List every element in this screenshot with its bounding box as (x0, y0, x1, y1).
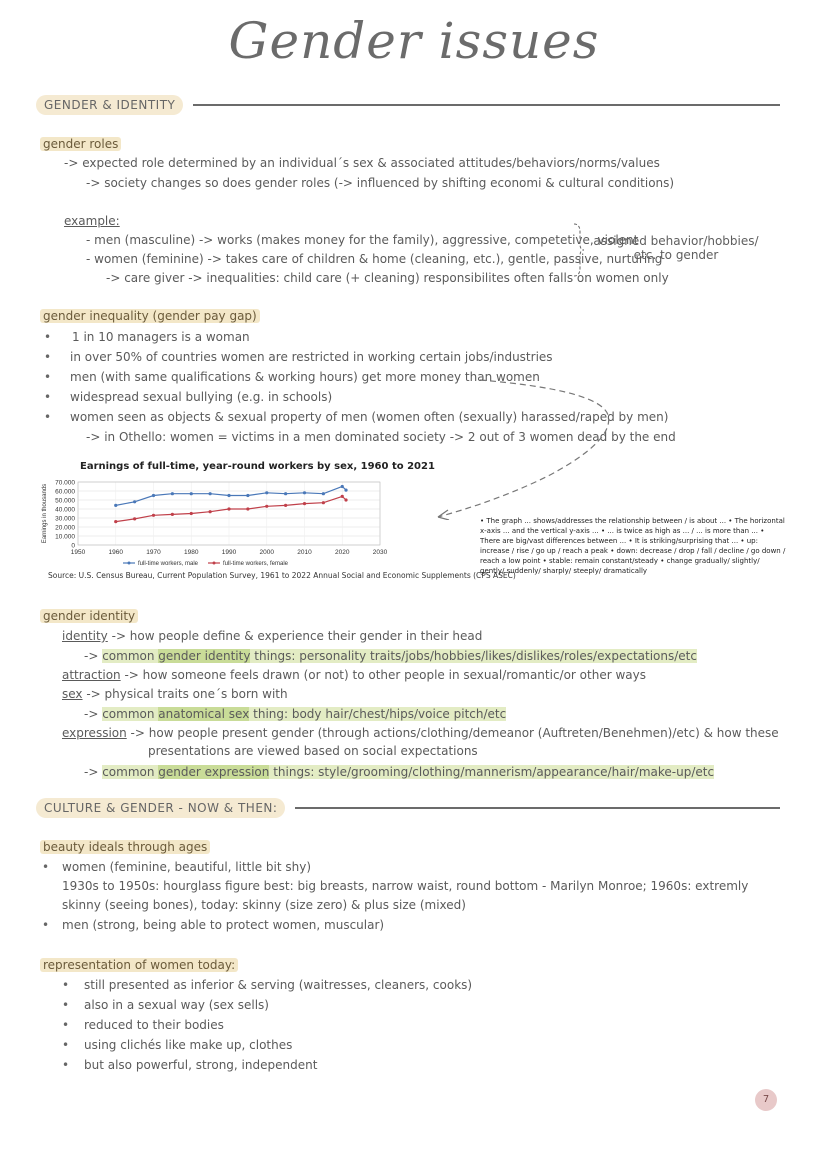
earnings-chart (38, 476, 428, 570)
data-point (341, 485, 344, 488)
assigned-behavior-note: assigned behavior/hobbies/ etc. to gender (593, 234, 759, 262)
representation-item-2: also in a sexual way (sex sells) (84, 998, 269, 1012)
highlight-gender-expression: gender expression (158, 765, 270, 779)
arrow-text: -> (84, 649, 103, 663)
gender-roles-title: gender roles (40, 137, 121, 151)
inequality-othello: -> in Othello: women = victims in a men dominated society -> 2 out of 3 women dead by the end (86, 430, 676, 444)
representation-item-3: reduced to their bodies (84, 1018, 224, 1032)
data-point (322, 501, 325, 504)
arrow-text: -> (84, 707, 103, 721)
beauty-women-today: skinny (seeing bones), today: skinny (size zero) & plus size (mixed) (62, 898, 466, 912)
common-text: common (102, 707, 159, 721)
sex-things: thing: body hair/chest/hips/voice pitch/etc (249, 707, 507, 721)
inequality-item-5: women seen as objects & sexual property of men (women often (sexually) harassed/raped by men) (70, 410, 669, 424)
legend-label: full-time workers, male (138, 561, 199, 567)
sex-term: sex (62, 687, 83, 701)
expression-line-2: presentations are viewed based on social expectations (148, 744, 478, 758)
x-tick-label: 2000 (259, 549, 274, 556)
bullet-icon: • (62, 1018, 70, 1032)
bullet-icon: • (62, 1058, 70, 1072)
identity-line (62, 629, 482, 643)
data-point (190, 512, 193, 515)
x-tick-label: 2010 (297, 549, 312, 556)
inequality-item-2: in over 50% of countries women are restricted in working certain jobs/industries (70, 350, 553, 364)
data-point (114, 504, 117, 507)
representation-item-1: still presented as inferior & serving (waitresses, cleaners, cooks) (84, 978, 473, 992)
data-point (284, 492, 287, 495)
sex-definition: -> physical traits one´s born with (82, 687, 288, 701)
dashed-arrow-icon (430, 370, 630, 520)
inequality-item-4: widespread sexual bullying (e.g. in schools) (70, 390, 333, 404)
data-point (227, 507, 230, 510)
section-title: CULTURE & GENDER - NOW & THEN: (36, 798, 285, 818)
data-point (303, 491, 306, 494)
data-point (303, 502, 306, 505)
graph-vocabulary-text: • The graph ... shows/addresses the relationship between / is about ... • The horizontal x-axis ... and the vertical y-axis ... • ... is twice as high as ... / ... is more than ... • There are big/vast differences between ... • It is striking/surprising that ... • up: increase / rise / go up / reach a peak • down: decrease / drop / fall / decline / go down / reach a low point • stable: remain constant/steady • change gradually/ slightly/ gently/ suddenly/ sharply/ steeply/ dramatically (480, 517, 786, 575)
section-title: GENDER & IDENTITY (36, 95, 183, 115)
beauty-ideals-title: beauty ideals through ages (40, 840, 210, 854)
highlight-anatomical-sex: anatomical sex (158, 707, 250, 721)
gender-inequality-title: gender inequality (gender pay gap) (40, 309, 260, 323)
inequality-item-3: men (with same qualifications & working hours) get more money than women (70, 370, 540, 384)
highlight-gender-identity: gender identity (158, 649, 251, 663)
y-axis-label: Earnings in thousands (42, 483, 48, 544)
data-point (341, 495, 344, 498)
example-men: - men (masculine) -> works (makes money for the family), aggressive, competetive, violent (86, 233, 639, 247)
y-tick-label: 70.000 (55, 479, 75, 487)
y-tick-label: 20.000 (55, 524, 75, 532)
expression-things: things: style/grooming/clothing/mannerism/appearance/hair/make-up/etc (269, 765, 715, 779)
identity-term: identity (62, 629, 108, 643)
representation-item-5: but also powerful, strong, independent (84, 1058, 318, 1072)
brace-icon (570, 222, 586, 278)
expression-definition: -> how people present gender (through actions/clothing/demeanor (Auftreten/Benehmen)/etc) & how these (126, 726, 779, 740)
data-point (246, 494, 249, 497)
attraction-definition: -> how someone feels drawn (or not) to other people in sexual/romantic/or other ways (120, 668, 646, 682)
beauty-women: women (feminine, beautiful, little bit shy) (62, 860, 312, 874)
legend-marker (128, 562, 131, 565)
beauty-men: men (strong, being able to protect women, muscular) (62, 918, 385, 932)
data-point (190, 492, 193, 495)
arrow-text: -> (84, 765, 103, 779)
expression-term: expression (62, 726, 127, 740)
x-tick-label: 2020 (335, 549, 350, 556)
data-point (133, 500, 136, 503)
example-label: example: (64, 214, 120, 228)
bullet-icon: • (62, 998, 70, 1012)
data-point (209, 492, 212, 495)
data-point (284, 504, 287, 507)
roles-line-2: -> society changes so does gender roles (-> influenced by shifting economi & cultural conditions) (86, 176, 675, 190)
y-tick-label: 60.000 (55, 488, 75, 496)
data-point (114, 520, 117, 523)
chart-source: Source: U.S. Census Bureau, Current Population Survey, 1961 to 2022 Annual Social and Economic Supplements (CPS ASEC) (48, 571, 516, 580)
representation-item-4: using clichés like make up, clothes (84, 1038, 293, 1052)
data-point (171, 513, 174, 516)
data-point (265, 491, 268, 494)
data-point (265, 505, 268, 508)
inequality-item-1: 1 in 10 managers is a woman (72, 330, 250, 344)
identity-things: things: personality traits/jobs/hobbies/likes/dislikes/roles/expectations/etc (250, 649, 697, 663)
bullet-icon: • (42, 860, 50, 874)
sex-line (62, 687, 288, 701)
x-tick-label: 1990 (221, 549, 237, 556)
chart-title: Earnings of full-time, year-round workers by sex, 1960 to 2021 (80, 461, 435, 472)
page-number: 7 (755, 1089, 777, 1111)
x-tick-label: 1950 (70, 549, 86, 556)
page-title: Gender issues (228, 12, 600, 70)
data-point (322, 492, 325, 495)
expression-common-line (84, 765, 714, 779)
common-text: common (102, 765, 159, 779)
bullet-icon: • (44, 410, 52, 424)
bullet-icon: • (44, 350, 52, 364)
example-care-giver: -> care giver -> inequalities: child care (+ cleaning) responsibilites often falls on women only (106, 271, 669, 285)
y-tick-label: 40.000 (55, 506, 75, 514)
x-tick-label: 1960 (108, 549, 123, 556)
example-women: - women (feminine) -> takes care of children & home (cleaning, etc.), gentle, passive, nurturing (86, 252, 663, 266)
legend-marker (213, 562, 216, 565)
roles-line-1: -> expected role determined by an individual´s sex & associated attitudes/behaviors/norms/values (64, 156, 660, 170)
bullet-icon: • (62, 978, 70, 992)
representation-title: representation of women today: (40, 958, 238, 972)
data-point (246, 507, 249, 510)
data-point (227, 494, 230, 497)
x-tick-label: 1980 (184, 549, 199, 556)
data-point (152, 514, 155, 517)
attraction-term: attraction (62, 668, 121, 682)
data-point (133, 517, 136, 520)
x-tick-label: 1970 (146, 549, 161, 556)
expression-line (62, 726, 779, 740)
section-divider (295, 807, 780, 809)
bullet-icon: • (62, 1038, 70, 1052)
gender-identity-title: gender identity (40, 609, 138, 623)
bullet-icon: • (44, 390, 52, 404)
bullet-icon: • (42, 918, 50, 932)
bullet-icon: • (44, 370, 52, 384)
x-tick-label: 2030 (372, 549, 388, 556)
data-point (152, 494, 155, 497)
section-header-culture-gender (36, 797, 780, 819)
identity-definition: -> how people define & experience their gender in their head (107, 629, 483, 643)
y-tick-label: 50.000 (55, 497, 75, 505)
attraction-line (62, 668, 646, 682)
section-divider (193, 104, 780, 106)
data-point (344, 498, 347, 501)
data-point (344, 489, 347, 492)
data-point (209, 510, 212, 513)
y-tick-label: 10.000 (55, 533, 75, 541)
section-header-gender-identity (36, 94, 780, 116)
series-line-male (116, 487, 346, 506)
beauty-women-1930s: 1930s to 1950s: hourglass figure best: big breasts, narrow waist, round bottom - Marilyn Monroe; 1960s: extremly (62, 879, 749, 893)
common-text: common (102, 649, 159, 663)
bullet-icon: • (44, 330, 52, 344)
y-tick-label: 0 (71, 542, 75, 550)
y-tick-label: 30.000 (55, 515, 75, 523)
legend-label: full-time workers, female (223, 561, 289, 567)
data-point (171, 492, 174, 495)
sex-common-line (84, 707, 506, 721)
identity-common-line (84, 649, 697, 663)
